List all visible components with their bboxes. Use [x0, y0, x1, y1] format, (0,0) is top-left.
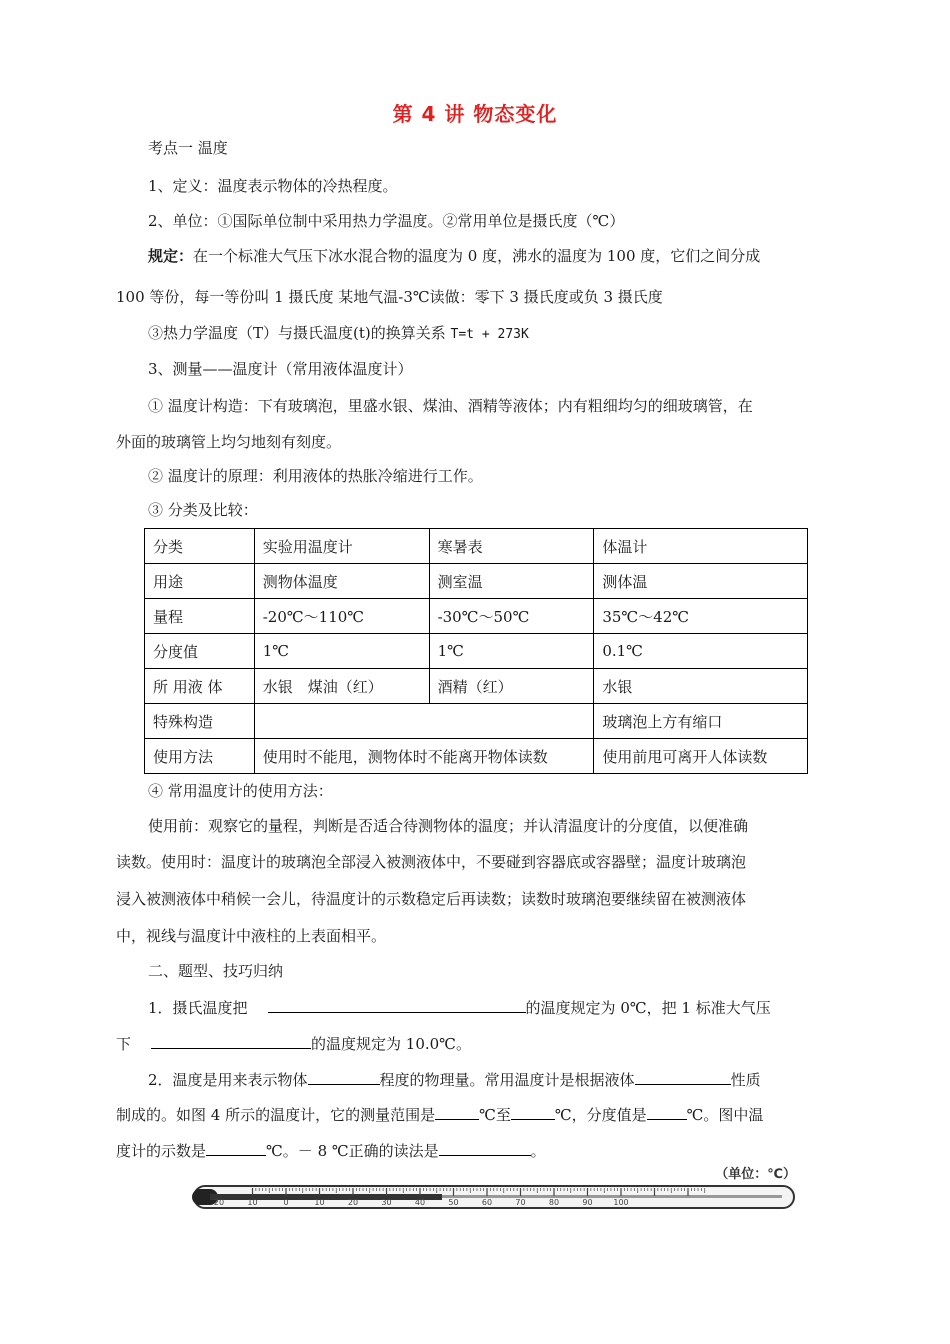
question-text: ℃，分度值是	[554, 1106, 647, 1124]
question-text: 性质	[730, 1071, 761, 1089]
unit-paragraph: 2、单位：①国际单位制中采用热力学温度。②常用单位是摄氏度（℃）	[148, 212, 625, 230]
answer-blank[interactable]	[308, 1068, 380, 1085]
scale-label: 90	[582, 1198, 593, 1207]
scale-label: 50	[448, 1198, 459, 1207]
question-2-line-1	[148, 1068, 761, 1090]
rule-text: 在一个标准大气压下冰水混合物的温度为 0 度，沸水的温度为 100 度，它们之间分成	[193, 247, 761, 265]
table-row	[145, 704, 808, 739]
usage-paragraph: 使用前：观察它的量程，判断是否适合待测物体的温度；并认清温度计的分度值，以便准确	[148, 817, 749, 835]
answer-blank[interactable]	[647, 1103, 687, 1120]
question-text: ℃。－ 8 ℃正确的读法是	[266, 1142, 439, 1160]
answer-blank[interactable]	[151, 1032, 311, 1049]
table-cell: 0.1℃	[594, 634, 808, 669]
table-cell: 量程	[145, 599, 255, 634]
table-header-cell: 寒暑表	[429, 529, 594, 564]
question-text: 程度的物理量。常用温度计是根据液体	[379, 1071, 635, 1089]
table-row	[145, 669, 808, 704]
table-cell: 酒精（红）	[429, 669, 594, 704]
table-cell	[254, 704, 594, 739]
scale-label: 10	[247, 1198, 258, 1207]
question-text: 下	[116, 1035, 132, 1053]
table-cell: 35℃～42℃	[594, 599, 808, 634]
table-header-cell: 体温计	[594, 529, 808, 564]
section-heading-temperature: 考点一 温度	[148, 139, 228, 157]
question-text: 1．摄氏温度把	[148, 999, 248, 1017]
table-row	[145, 599, 808, 634]
answer-blank[interactable]	[268, 996, 526, 1013]
liquid-column	[210, 1194, 442, 1200]
table-cell: 测室温	[429, 564, 594, 599]
table-header-cell: 实验用温度计	[254, 529, 429, 564]
question-text: 。	[530, 1142, 546, 1160]
thermometer-comparison-table	[144, 528, 808, 774]
table-cell: 测物体温度	[254, 564, 429, 599]
scale-label: 70	[515, 1198, 526, 1207]
scale-label: 0	[283, 1198, 289, 1207]
section-heading-question-types: 二、题型、技巧归纳	[148, 962, 284, 980]
question-text: 的温度规定为 0℃，把 1 标准大气压	[525, 999, 771, 1017]
scale-label: 100	[613, 1198, 629, 1207]
table-row	[145, 564, 808, 599]
unit-label: （单位：℃）	[715, 1167, 796, 1182]
table-cell: 所 用液 体	[145, 669, 255, 704]
conversion-formula: T=t + 273K	[450, 327, 529, 342]
thermometer-figure	[190, 1162, 800, 1218]
table-row	[145, 739, 808, 774]
usage-heading: ④ 常用温度计的使用方法：	[148, 782, 333, 800]
table-cell: 分度值	[145, 634, 255, 669]
structure-paragraph: ① 温度计构造：下有玻璃泡，里盛水银、煤油、酒精等液体；内有粗细均匀的细玻璃管，在	[148, 397, 753, 415]
scale-label: 40	[414, 1198, 426, 1207]
answer-blank[interactable]	[511, 1103, 555, 1120]
table-cell: 水银	[594, 669, 808, 704]
principle-paragraph: ② 温度计的原理：利用液体的热胀冷缩进行工作。	[148, 467, 483, 485]
table-cell: 使用方法	[145, 739, 255, 774]
table-cell: 测体温	[594, 564, 808, 599]
rule-paragraph	[148, 246, 760, 266]
table-row	[145, 634, 808, 669]
scale-label: 80	[548, 1198, 560, 1207]
scale-label: 30	[381, 1198, 392, 1207]
table-cell: 水银 煤油（红）	[254, 669, 429, 704]
scale-label: 20	[347, 1198, 359, 1207]
table-header-row	[145, 529, 808, 564]
definition-paragraph: 1、定义：温度表示物体的冷热程度。	[148, 177, 398, 195]
answer-blank[interactable]	[206, 1139, 266, 1156]
measurement-paragraph: 3、测量——温度计（常用液体温度计）	[148, 360, 413, 378]
page-title: 第 4 讲 物态变化	[392, 102, 558, 126]
scale-label: 20	[213, 1198, 225, 1207]
usage-paragraph-line: 读数。使用时：温度计的玻璃泡全部浸入被测液体中，不要碰到容器底或容器壁；温度计玻璃泡	[116, 853, 747, 871]
question-text: 制成的。如图 4 所示的温度计，它的测量范围是	[116, 1106, 436, 1124]
question-1-line-1	[148, 996, 771, 1018]
table-cell: 玻璃泡上方有缩口	[594, 704, 808, 739]
table-header-cell: 分类	[145, 529, 255, 564]
table-cell: 使用前甩可离开人体读数	[594, 739, 808, 774]
answer-blank[interactable]	[635, 1068, 731, 1085]
capillary	[442, 1195, 782, 1198]
question-2-line-2	[116, 1103, 763, 1125]
table-cell: 1℃	[254, 634, 429, 669]
structure-continuation: 外面的玻璃管上均匀地刻有刻度。	[116, 433, 342, 451]
question-2-line-3	[116, 1139, 546, 1161]
question-text: ℃至	[479, 1106, 511, 1124]
scale-label: 10	[314, 1198, 325, 1207]
table-cell: 特殊构造	[145, 704, 255, 739]
table-cell: -30℃～50℃	[429, 599, 594, 634]
scale-label: 60	[481, 1198, 493, 1207]
question-text: 度计的示数是	[116, 1142, 207, 1160]
table-cell: 用途	[145, 564, 255, 599]
usage-paragraph-line: 浸入被测液体中稍候一会儿，待温度计的示数稳定后再读数；读数时玻璃泡要继续留在被测液体	[116, 890, 747, 908]
question-text: 2．温度是用来表示物体	[148, 1071, 308, 1089]
question-text: 的温度规定为 10.0℃。	[311, 1035, 471, 1053]
table-cell: 使用时不能甩，测物体时不能离开物体读数	[254, 739, 594, 774]
conversion-paragraph	[148, 323, 529, 345]
conversion-text: ③热力学温度（T）与摄氏温度(t)的换算关系	[148, 324, 446, 342]
table-cell: -20℃～110℃	[254, 599, 429, 634]
answer-blank[interactable]	[435, 1103, 479, 1120]
answer-blank[interactable]	[439, 1139, 531, 1156]
classification-heading: ③ 分类及比较：	[148, 501, 258, 519]
table-cell: 1℃	[429, 634, 594, 669]
question-1-line-2	[116, 1032, 471, 1054]
usage-paragraph-line: 中，视线与温度计中液柱的上表面相平。	[116, 927, 387, 945]
rule-label: 规定：	[148, 247, 194, 265]
question-text: ℃。图中温	[686, 1106, 764, 1124]
rule-continuation: 100 等份，每一等份叫 1 摄氏度 某地气温-3℃读做：零下 3 摄氏度或负 3 摄氏度	[116, 288, 663, 306]
